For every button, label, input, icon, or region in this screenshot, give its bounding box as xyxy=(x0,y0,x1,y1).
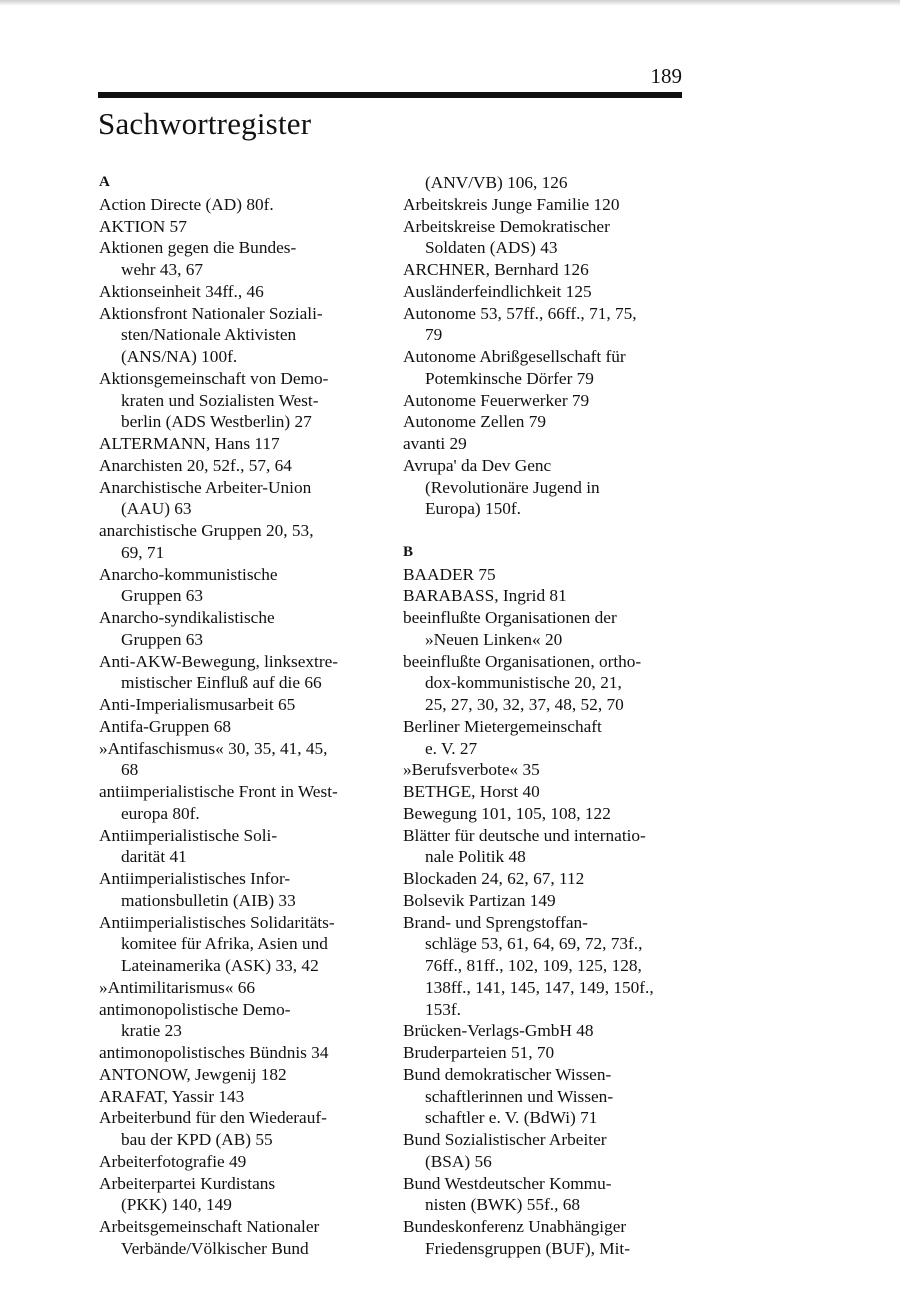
index-entry: Berliner Mietergemeinschaft xyxy=(403,716,602,736)
header-rule xyxy=(98,92,682,98)
index-entry: Brand- und Sprengstoffan- xyxy=(403,912,588,932)
section-letter: A xyxy=(99,174,110,190)
index-entry: Action Directe (AD) 80f. xyxy=(99,194,274,214)
index-entry-continuation: (ANS/NA) 100f. xyxy=(121,347,238,366)
index-entry-continuation: 79 xyxy=(425,325,443,345)
index-entry: Anti-AKW-Bewegung, linksextre- xyxy=(99,651,339,671)
index-entry-continuation: bau der KPD (AB) 55 xyxy=(121,1130,273,1149)
index-entry: Bund demokratischer Wissen- xyxy=(403,1064,612,1084)
index-entry: Bund Sozialistischer Arbeiter xyxy=(403,1130,607,1149)
index-entry: Aktionen gegen die Bundes- xyxy=(99,238,297,258)
index-entry-continuation: Friedensgruppen (BUF), Mit- xyxy=(425,1238,630,1258)
index-entry: antimonopolistisches Bündnis 34 xyxy=(99,1043,329,1062)
index-entry: BAADER 75 xyxy=(403,564,496,584)
index-entry: Autonome Feuerwerker 79 xyxy=(403,390,590,410)
index-entry-continuation: e. V. 27 xyxy=(425,738,478,758)
index-entry-continuation: komitee für Afrika, Asien und xyxy=(121,934,328,954)
index-entry: beeinflußte Organisationen, ortho- xyxy=(403,651,642,671)
index-entry-continuation: Verbände/Völkischer Bund xyxy=(121,1238,309,1258)
index-entry: Anti-Imperialismusarbeit 65 xyxy=(99,695,296,714)
index-entry-continuation: 25, 27, 30, 32, 37, 48, 52, 70 xyxy=(425,695,624,714)
index-entry-continuation: (Revolutionäre Jugend in xyxy=(425,477,600,497)
index-entry: Blätter für deutsche und internatio- xyxy=(403,825,646,845)
index-entry: »Antifaschismus« 30, 35, 41, 45, xyxy=(99,738,328,758)
index-entry: Aktionseinheit 34ff., 46 xyxy=(99,281,264,301)
index-entry: Bund Westdeutscher Kommu- xyxy=(403,1173,612,1193)
index-entry-continuation: (BSA) 56 xyxy=(425,1151,492,1171)
index-entry-continuation: Soldaten (ADS) 43 xyxy=(425,238,558,258)
index-entry: Antiimperialistisches Solidaritäts- xyxy=(99,912,335,932)
index-column-right xyxy=(403,172,685,1260)
index-entry-continuation: nale Politik 48 xyxy=(425,847,526,867)
index-entry-continuation: Potemkinsche Dörfer 79 xyxy=(425,368,594,388)
index-entry-continuation: kratie 23 xyxy=(121,1021,182,1041)
index-entry-continuation: »Neuen Linken« 20 xyxy=(425,629,563,649)
index-entry-continuation: 76ff., 81ff., 102, 109, 125, 128, xyxy=(425,956,642,975)
index-entry: Arbeiterpartei Kurdistans xyxy=(99,1173,276,1193)
index-entry: antimonopolistische Demo- xyxy=(99,999,291,1019)
index-entry: Brücken-Verlags-GmbH 48 xyxy=(403,1021,594,1041)
section-letter: B xyxy=(403,543,414,560)
page-number: 189 xyxy=(650,64,682,88)
index-entry: Antifa-Gruppen 68 xyxy=(99,716,231,736)
index-entry-continuation: sten/Nationale Aktivisten xyxy=(121,325,297,345)
index-entry: Bruderparteien 51, 70 xyxy=(403,1043,555,1062)
index-entry-continuation: mationsbulletin (AIB) 33 xyxy=(121,890,296,910)
index-entry: Anarcho-kommunistische xyxy=(99,564,278,584)
index-entry-continuation: dox-kommunistische 20, 21, xyxy=(425,673,622,693)
index-entry: Arbeitsgemeinschaft Nationaler xyxy=(99,1217,320,1236)
index-entry: Avrupa' da Dev Genc xyxy=(403,455,552,475)
index-entry: »Antimilitarismus« 66 xyxy=(99,977,256,997)
index-entry-continuation: schaftler e. V. (BdWi) 71 xyxy=(425,1108,598,1128)
index-entry: Arbeiterbund für den Wiederauf- xyxy=(99,1108,327,1128)
index-entry: anarchistische Gruppen 20, 53, xyxy=(99,521,314,540)
index-entry: Anarchistische Arbeiter-Union xyxy=(99,477,312,497)
page-title: Sachwortregister xyxy=(98,106,312,141)
index-entry-continuation: Gruppen 63 xyxy=(121,586,204,606)
index-entry-continuation: darität 41 xyxy=(121,847,187,867)
index-entry-continuation: berlin (ADS Westberlin) 27 xyxy=(121,412,312,432)
index-entry: ANTONOW, Jewgenij 182 xyxy=(99,1064,287,1084)
index-entry: »Berufsverbote« 35 xyxy=(403,760,540,780)
index-entry-continuation: mistischer Einfluß auf die 66 xyxy=(121,673,322,693)
index-entry: Autonome Abrißgesellschaft für xyxy=(403,347,626,366)
index-entry: Anarchisten 20, 52f., 57, 64 xyxy=(99,455,292,475)
index-entry: BARABASS, Ingrid 81 xyxy=(403,586,567,606)
index-entry: Bundeskonferenz Unabhängiger xyxy=(403,1217,627,1236)
index-entry-continuation: 68 xyxy=(121,760,139,780)
index-entry-continuation: (AAU) 63 xyxy=(121,499,192,519)
index-entry-continuation: (ANV/VB) 106, 126 xyxy=(425,173,568,192)
index-entry: ARCHNER, Bernhard 126 xyxy=(403,260,589,279)
index-entry: ARAFAT, Yassir 143 xyxy=(99,1086,245,1106)
index-entry: Aktionsgemeinschaft von Demo- xyxy=(99,368,329,388)
index-entry: Arbeitskreis Junge Familie 120 xyxy=(403,194,620,214)
index-entry-continuation: nisten (BWK) 55f., 68 xyxy=(425,1195,581,1215)
index-entry: Antiimperialistische Soli- xyxy=(99,825,278,845)
index-entry-continuation: kraten und Sozialisten West- xyxy=(121,390,319,410)
index-entry: antiimperialistische Front in West- xyxy=(99,782,338,801)
index-entry-continuation: Lateinamerika (ASK) 33, 42 xyxy=(121,956,319,975)
index-entry: Aktionsfront Nationaler Soziali- xyxy=(99,303,323,323)
index-entry-continuation: 138ff., 141, 145, 147, 149, 150f., xyxy=(425,977,654,997)
index-entry: Autonome 53, 57ff., 66ff., 71, 75, xyxy=(403,303,637,323)
index-entry: Anarcho-syndikalistische xyxy=(99,608,275,627)
index-entry-continuation: wehr 43, 67 xyxy=(121,260,204,279)
index-entry: Bolsevik Partizan 149 xyxy=(403,890,556,910)
index-entry: BETHGE, Horst 40 xyxy=(403,782,540,801)
index-entry: Blockaden 24, 62, 67, 112 xyxy=(403,869,585,888)
index-entry: AKTION 57 xyxy=(99,216,187,236)
index-entry: beeinflußte Organisationen der xyxy=(403,608,617,627)
index-entry-continuation: schläge 53, 61, 64, 69, 72, 73f., xyxy=(425,934,643,954)
index-entry: avanti 29 xyxy=(403,434,467,453)
index-entry: ALTERMANN, Hans 117 xyxy=(99,434,280,453)
index-entry-continuation: Europa) 150f. xyxy=(425,499,521,519)
section-gap xyxy=(403,520,685,542)
index-entry: Autonome Zellen 79 xyxy=(403,412,547,432)
index-entry: Ausländerfeindlichkeit 125 xyxy=(403,281,592,301)
index-entry: Arbeiterfotografie 49 xyxy=(99,1151,247,1171)
index-entry: Bewegung 101, 105, 108, 122 xyxy=(403,803,611,823)
index-entry-continuation: (PKK) 140, 149 xyxy=(121,1195,232,1215)
index-column-left xyxy=(99,172,381,1260)
index-entry-continuation: 69, 71 xyxy=(121,542,165,562)
index-entry-continuation: europa 80f. xyxy=(121,803,200,823)
index-entry: Antiimperialistisches Infor- xyxy=(99,869,291,888)
scan-edge xyxy=(0,0,900,6)
index-entry-continuation: Gruppen 63 xyxy=(121,629,204,649)
index-entry-continuation: 153f. xyxy=(425,999,461,1019)
index-entry-continuation: schaftlerinnen und Wissen- xyxy=(425,1086,614,1106)
index-entry: Arbeitskreise Demokratischer xyxy=(403,216,610,236)
